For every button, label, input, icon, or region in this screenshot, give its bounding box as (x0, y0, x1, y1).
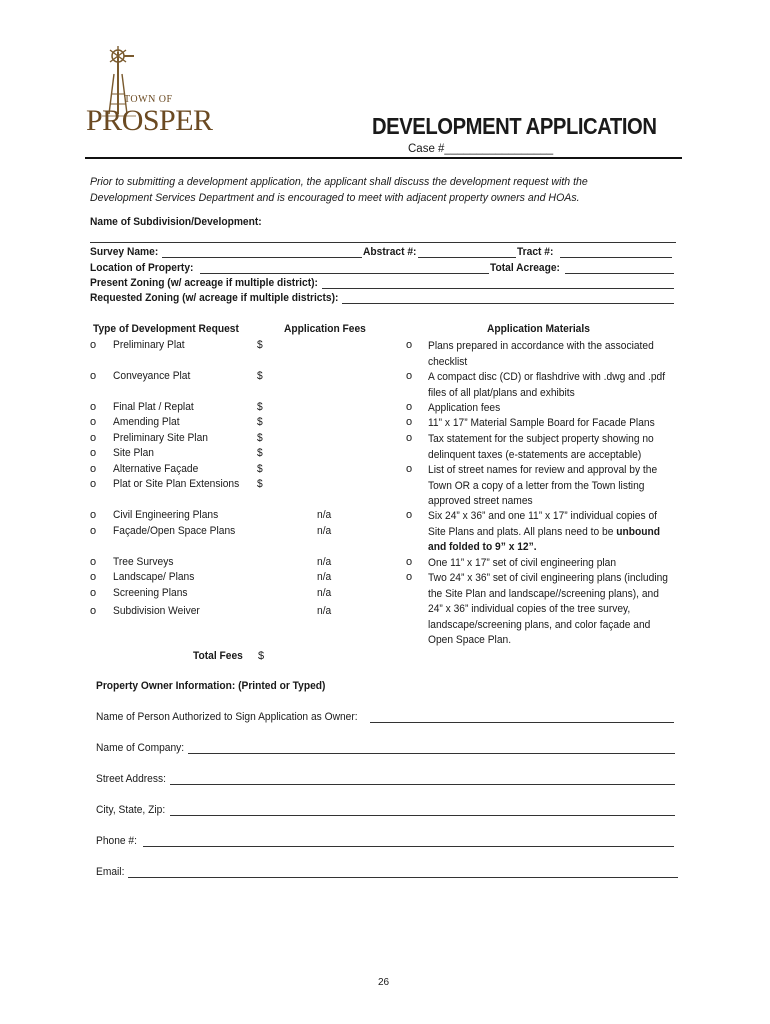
owner-name-field[interactable] (370, 722, 674, 723)
survey-name-field[interactable] (162, 257, 362, 258)
request-fee[interactable]: $ (257, 401, 263, 413)
material-checkbox[interactable]: o (406, 509, 413, 521)
material-text-line (428, 540, 537, 556)
location-field[interactable] (200, 273, 489, 274)
town-of-prosper-logo (80, 44, 213, 144)
email-field[interactable] (128, 877, 678, 878)
material-text-line (428, 525, 660, 541)
material-text: files of all plat/plans and exhibits (428, 386, 575, 399)
material-text-line (428, 556, 616, 572)
request-checkbox[interactable]: o (90, 556, 97, 568)
material-text: Six 24” x 36” and one 11” x 17” individual copies of (428, 510, 657, 522)
request-fee[interactable]: $ (257, 478, 263, 490)
request-label: Preliminary Site Plan (113, 432, 208, 444)
phone-field[interactable] (143, 846, 674, 847)
owner-name-label: Name of Person Authorized to Sign Application as Owner: (96, 711, 358, 723)
company-label: Name of Company: (96, 742, 185, 754)
request-fee: n/a (317, 605, 332, 617)
material-checkbox[interactable]: o (406, 339, 413, 351)
request-checkbox[interactable]: o (90, 571, 97, 583)
subdivision-field[interactable] (90, 242, 676, 243)
material-checkbox[interactable]: o (406, 571, 413, 583)
material-text: Application fees (428, 402, 501, 414)
material-text: landscape/screening plans, and color façade and (428, 618, 651, 631)
company-field[interactable] (188, 753, 675, 754)
request-fee: n/a (317, 509, 332, 521)
request-fee[interactable]: $ (257, 339, 263, 351)
material-text: One 11” x 17” set of civil engineering plan (428, 557, 617, 569)
material-emphasis: unbound (616, 525, 661, 538)
material-text: Two 24” x 36” set of civil engineering plans (including (428, 572, 668, 584)
request-fee: n/a (317, 587, 332, 599)
request-checkbox[interactable]: o (90, 432, 97, 444)
request-fee[interactable]: $ (257, 370, 263, 382)
request-label: Civil Engineering Plans (113, 509, 219, 521)
page-title: DEVELOPMENT APPLICATION (372, 113, 657, 139)
request-fee[interactable]: $ (257, 416, 263, 428)
tract-field[interactable] (560, 257, 672, 258)
material-text-line (428, 401, 500, 417)
case-number-field[interactable]: Case #_________________ (408, 143, 554, 155)
logo-text-main: PROSPER (86, 104, 213, 137)
request-label: Final Plat / Replat (113, 401, 194, 413)
page-number: 26 (378, 977, 390, 988)
material-checkbox[interactable]: o (406, 370, 413, 382)
material-checkbox[interactable]: o (406, 416, 413, 428)
request-label: Screening Plans (113, 587, 188, 599)
request-checkbox[interactable]: o (90, 339, 97, 351)
request-fee: n/a (317, 525, 332, 537)
request-fee[interactable]: $ (257, 447, 263, 459)
street-field[interactable] (170, 784, 675, 785)
requested-zoning-label: Requested Zoning (w/ acreage if multiple districts): (90, 292, 339, 304)
material-text: List of street names for review and approval by the (428, 464, 658, 476)
request-checkbox[interactable]: o (90, 401, 97, 413)
material-text: 24” x 36” individual copies of the tree survey, (428, 603, 631, 615)
request-fee: n/a (317, 571, 332, 583)
request-label: Amending Plat (113, 416, 180, 428)
request-label: Alternative Façade (113, 463, 199, 475)
request-label: Façade/Open Space Plans (113, 525, 236, 537)
request-label: Landscape/ Plans (113, 571, 195, 583)
material-text: Tax statement for the subject property showing no (428, 433, 654, 445)
request-checkbox[interactable]: o (90, 447, 97, 459)
material-text-line (428, 618, 650, 634)
requested-zoning-field[interactable] (342, 303, 674, 304)
request-label: Subdivision Weiver (113, 605, 200, 617)
request-label: Tree Surveys (113, 556, 174, 568)
material-text: and folded to 9” x 12”. (428, 541, 537, 553)
material-text-line (428, 386, 575, 402)
fees-column-header: Application Fees (284, 323, 366, 335)
email-label: Email: (96, 866, 125, 878)
request-label: Preliminary Plat (113, 339, 185, 351)
request-checkbox[interactable]: o (90, 525, 97, 537)
request-checkbox[interactable]: o (90, 416, 97, 428)
material-text-line (428, 571, 668, 587)
material-text: the Site Plan and landscape//screening plans), and (428, 587, 659, 600)
material-text: checklist (428, 355, 468, 368)
material-text-line (428, 494, 533, 510)
material-text-line (428, 370, 665, 386)
request-fee: n/a (317, 556, 332, 568)
header-divider (85, 157, 682, 159)
total-acreage-label: Total Acreage: (490, 262, 560, 274)
material-text-line (428, 448, 641, 464)
material-text-line (428, 587, 659, 603)
material-text: Town OR a copy of a letter from the Town listing (428, 479, 645, 492)
material-checkbox[interactable]: o (406, 556, 413, 568)
phone-label: Phone #: (96, 835, 137, 847)
street-label: Street Address: (96, 773, 166, 785)
city-state-zip-field[interactable] (170, 815, 675, 816)
request-checkbox[interactable]: o (90, 478, 97, 490)
material-text: delinquent taxes (e-statements are acceptable) (428, 448, 642, 461)
material-text: 11” x 17” Material Sample Board for Facade Plans (428, 417, 655, 429)
material-text: A compact disc (CD) or flashdrive with .dwg and .pdf (428, 371, 666, 383)
tract-label: Tract #: (517, 246, 554, 258)
material-checkbox[interactable]: o (406, 463, 413, 475)
material-text: Plans prepared in accordance with the associated (428, 340, 654, 352)
subdivision-label: Name of Subdivision/Development: (90, 216, 262, 228)
material-text: Site Plans and plats. All plans need to be (428, 525, 617, 538)
request-label: Site Plan (113, 447, 154, 459)
total-acreage-field[interactable] (565, 273, 674, 274)
material-text-line (428, 602, 630, 618)
request-fee[interactable]: $ (257, 432, 263, 444)
material-text-line (428, 633, 511, 649)
type-column-header: Type of Development Request (93, 323, 239, 335)
request-fee[interactable]: $ (257, 463, 263, 475)
abstract-field[interactable] (418, 257, 516, 258)
material-text-line (428, 509, 657, 525)
material-text-line (428, 416, 655, 432)
material-text-line (428, 339, 654, 355)
material-text: approved street names (428, 495, 533, 507)
request-label: Conveyance Plat (113, 370, 191, 382)
owner-info-heading: Property Owner Information: (Printed or Typed) (96, 680, 326, 692)
request-checkbox[interactable]: o (90, 370, 97, 382)
total-fees-value[interactable]: $ (258, 650, 265, 662)
material-text-line (428, 432, 654, 448)
request-checkbox[interactable]: o (90, 509, 97, 521)
material-text-line (428, 463, 657, 479)
total-fees-label: Total Fees (193, 650, 243, 662)
abstract-label: Abstract #: (363, 246, 417, 258)
city-state-zip-label: City, State, Zip: (96, 804, 166, 816)
materials-column-header: Application Materials (487, 323, 590, 335)
material-text-line (428, 355, 467, 371)
material-text: Open Space Plan. (428, 634, 512, 646)
request-checkbox[interactable]: o (90, 587, 97, 599)
survey-name-label: Survey Name: (90, 246, 159, 258)
request-checkbox[interactable]: o (90, 463, 97, 475)
logo-text-top: TOWN OF (124, 94, 173, 105)
present-zoning-field[interactable] (322, 288, 674, 289)
present-zoning-label: Present Zoning (w/ acreage if multiple district): (90, 277, 318, 289)
intro-paragraph: Prior to submitting a development application, the applicant shall discuss the development request with the Development Services Department and is encouraged to meet with adjacent property owners and HOAs. (90, 176, 588, 204)
material-checkbox[interactable]: o (406, 432, 413, 444)
material-text-line (428, 479, 644, 495)
request-label: Plat or Site Plan Extensions (113, 478, 240, 490)
material-checkbox[interactable]: o (406, 401, 413, 413)
location-label: Location of Property: (90, 262, 194, 274)
request-checkbox[interactable]: o (90, 605, 97, 617)
